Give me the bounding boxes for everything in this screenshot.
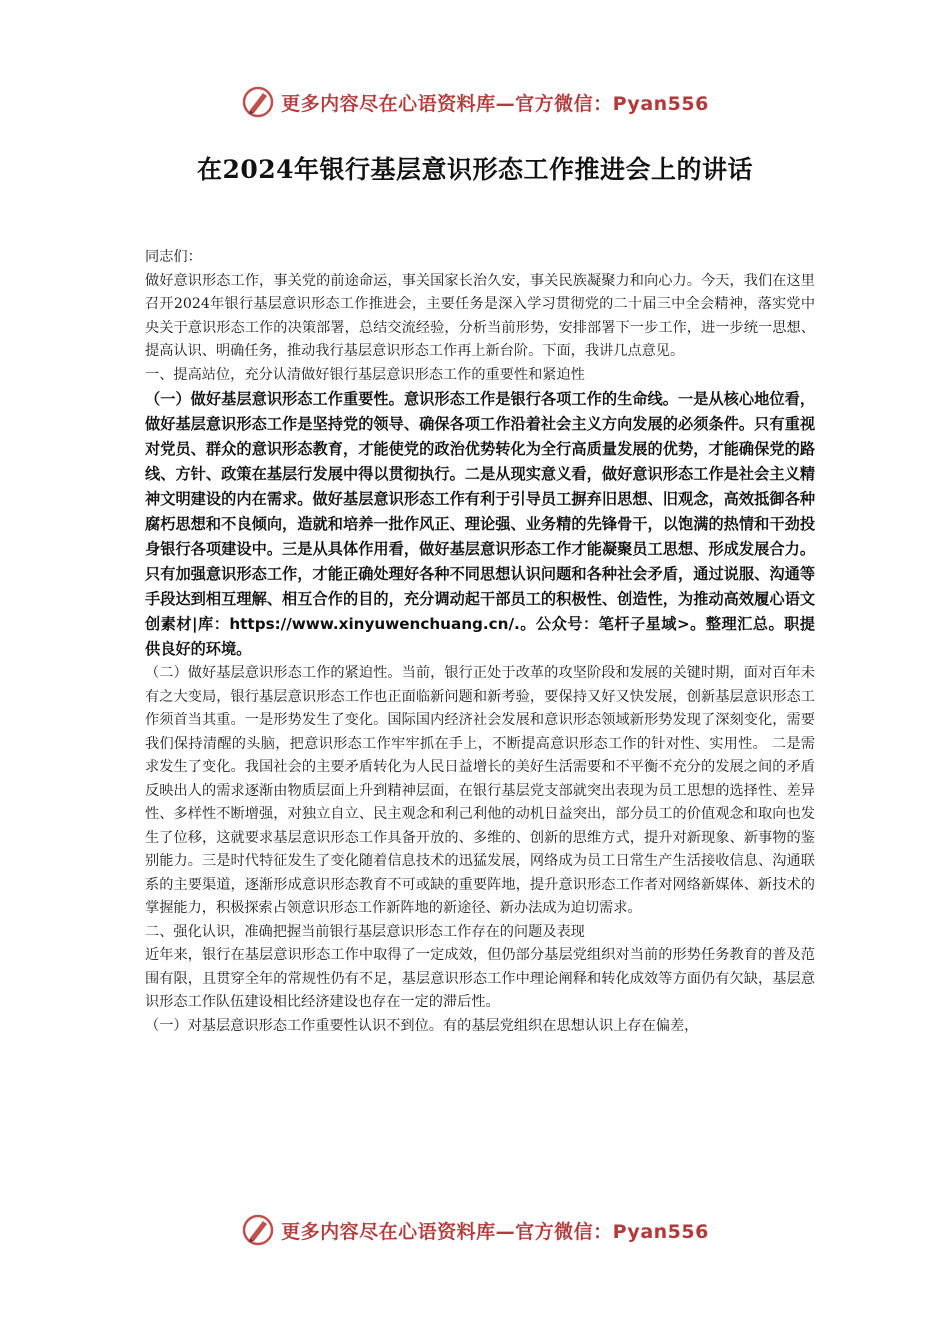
pen-logo-icon bbox=[241, 85, 275, 119]
section-heading-1: 一、提高站位，充分认清做好银行基层意识形态工作的重要性和紧迫性 bbox=[145, 366, 585, 383]
paragraph-urgency: （二）做好基层意识形态工作的紧迫性。当前，银行正处于改革的攻坚阶段和发展的关键时期，面对百年未有之大变局，银行基层意识形态工作也正面临新问题和新考验，要保持又好又快发展，创新基层意识形态工作须首当其重。一是形势发生了变化。国际国内经济社会发展和意识形态领域新形势发现了深刻变化，需要我们保持清醒的头脑，把意识形态工作牢牢抓在手上，不断提高意识形态工作的针对性、实用性。 二是需求发生了变化。我国社会的主要矛盾转化为人民日益增长的美好生活需要和不平衡不充分的发展之间的矛盾反映出人的需求逐渐由物质层面上升到精神层面，在银行基层党支部就突出表现为员工思想的选择性、差异性、多样性不断增强，对独立自立、民主观念和利己利他的动机日益突出，部分员工的价值观念和取向也发生了位移，这就要求基层意识形态工作具备开放的、多维的、创新的思维方式，提升对新现象、新事物的鉴别能力。三是时代特征发生了变化随着信息技术的迅猛发展，网络成为员工日常生产生活接收信息、沟通联系的主要渠道，逐渐形成意识形态教育不可或缺的重要阵地，提升意识形态工作者对网络新媒体、新技术的掌握能力，积极探索占领意识形态工作新阵地的新途径、新办法成为迫切需求。 bbox=[145, 665, 815, 916]
top-watermark-banner bbox=[0, 82, 950, 122]
paragraph-intro: 做好意识形态工作，事关党的前途命运，事关国家长治久安，事关民族凝聚力和向心力。今天，我们在这里召开2024年银行基层意识形态工作推进会，主要任务是深入学习贯彻党的二十届三中全会精神，落实党中央关于意识形态工作的决策部署，总结交流经验，分析当前形势，安排部署下一步工作，进一步统一思想、提高认识、明确任务，推动我行基层意识形态工作再上新台阶。下面，我讲几点意见。 bbox=[145, 272, 816, 359]
paragraph-importance: （一）做好基层意识形态工作重要性。意识形态工作是银行各项工作的生命线。一是从核心地位看，做好基层意识形态工作是坚持党的领导、确保各项工作沿着社会主义方向发展的必须条件。只有重视对党员、群众的意识形态教育，才能使党的政治优势转化为全行高质量发展的优势，才能确保党的路线、方针、政策在基层行发展中得以贯彻执行。二是从现实意义看，做好意识形态工作是社会主义精神文明建设的内在需求。做好基层意识形态工作有利于引导员工摒弃旧思想、旧观念，高效抵御各种腐朽思想和不良倾向，造就和培养一批作风正、理论强、业务精的先锋骨干，以饱满的热情和干劲投身银行各项建设中。三是从具体作用看，做好基层意识形态工作才能凝聚员工思想、形成发展合力。只有加强意识形态工作，才能正确处理好各种不同思想认识问题和各种社会矛盾，通过说服、沟通等手段达到相互理解、相互合作的目的，充分调动起干部员工的积极性、创造性，为推动高效履心语文创素材|库：https://www.xinyuwenchuang.cn/.。公众号：笔杆子星域>。整理汇总。职提供良好的环境。 bbox=[145, 390, 815, 658]
document-body bbox=[145, 246, 815, 1038]
paragraph-problem-1: （一）对基层意识形态工作重要性认识不到位。有的基层党组织在思想认识上存在偏差， bbox=[145, 1017, 699, 1034]
bottom-watermark-banner bbox=[0, 1210, 950, 1250]
document-title: 在2024年银行基层意识形态工作推进会上的讲话 bbox=[196, 155, 754, 184]
watermark-text: 更多内容尽在心语资料库—官方微信：Pyan556 bbox=[281, 1220, 709, 1243]
watermark-text: 更多内容尽在心语资料库—官方微信：Pyan556 bbox=[281, 92, 709, 115]
paragraph-recent-years: 近年来，银行在基层意识形态工作中取得了一定成效，但仍部分基层党组织对当前的形势任务教育的普及范围有限，且贯穿全年的常规性仍有不足，基层意识形态工作中理论阐释和转化成效等方面仍有欠缺，基层意识形态工作队伍建设相比经济建设也存在一定的滞后性。 bbox=[145, 947, 815, 1010]
section-heading-2: 二、强化认识，准确把握当前银行基层意识形态工作存在的问题及表现 bbox=[145, 923, 585, 940]
pen-logo-icon bbox=[241, 1213, 275, 1247]
salutation: 同志们： bbox=[145, 249, 202, 265]
